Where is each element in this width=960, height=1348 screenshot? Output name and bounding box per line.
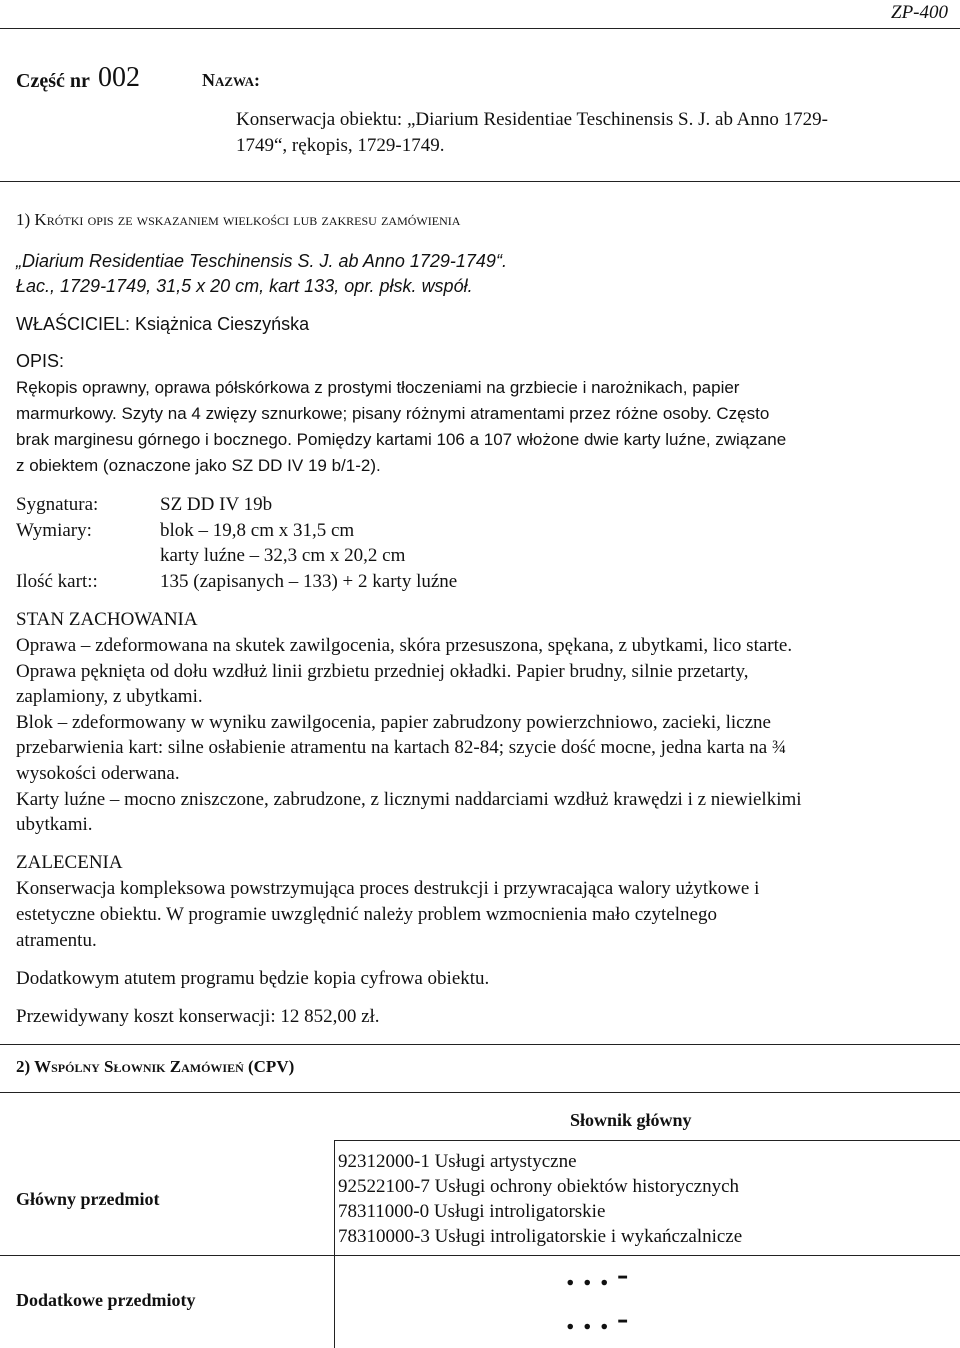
cpv-item-1: 92312000-1 Usługi artystyczne bbox=[338, 1151, 577, 1172]
zalecenia-line-1: Konserwacja kompleksowa powstrzymująca proces destrukcji i przywracająca walory użytkowe i bbox=[16, 878, 760, 899]
stan-line-2: Oprawa pęknięta od dołu wzdłuż linii grzbietu przedniej okładki. Papier brudny, silnie przetarty, bbox=[16, 661, 749, 682]
stan-line-8: ubytkami. bbox=[16, 814, 93, 835]
rule-4 bbox=[334, 1140, 960, 1141]
zalecenia-line-2: estetyczne obiektu. W programie uwzględnić należy problem wzmocnienia mało czytelnego bbox=[16, 904, 717, 925]
top-rule bbox=[0, 28, 960, 29]
opis-line-1: Rękopis oprawny, oprawa półskórkowa z prostymi tłoczeniami na grzbiecie i narożnikach, papier bbox=[16, 378, 740, 397]
stan-line-6: wysokości oderwana. bbox=[16, 763, 180, 784]
stan-line-7: Karty luźne – mocno zniszczone, zabrudzone, z licznymi naddarciami wzdłuż krawędzi i z niewielkimi bbox=[16, 789, 802, 810]
section1-heading: 1) Krótki opis ze wskazaniem wielkości lub zakresu zamówienia bbox=[16, 210, 461, 229]
name-line-1: Konserwacja obiektu: „Diarium Residentiae Teschinensis S. J. ab Anno 1729- bbox=[236, 109, 828, 130]
stan-line-3: zaplamiony, z ubytkami. bbox=[16, 686, 203, 707]
stan-line-4: Blok – zdeformowany w wyniku zawilgocenia, papier zabrudzony powierzchniowo, zacieki, liczne bbox=[16, 712, 771, 733]
rule-2 bbox=[0, 1044, 960, 1045]
detail-value-dimensions: blok – 19,8 cm x 31,5 cm bbox=[160, 520, 355, 541]
detail-label-dimensions: Wymiary: bbox=[16, 520, 92, 541]
owner: WŁAŚCICIEL: Książnica Cieszyńska bbox=[16, 314, 310, 334]
detail-value-loose-sheets: karty luźne – 32,3 cm x 20,2 cm bbox=[160, 545, 406, 566]
cpv-item-2: 92522100-7 Usługi ochrony obiektów historycznych bbox=[338, 1176, 740, 1197]
dictionary-header: Słownik główny bbox=[570, 1110, 692, 1130]
name-label: Nazwa: bbox=[202, 70, 260, 90]
extra-note: Dodatkowym atutem programu będzie kopia cyfrowa obiektu. bbox=[16, 968, 490, 989]
cpv-item-4: 78310000-3 Usługi introligatorskie i wykańczalnicze bbox=[338, 1226, 743, 1247]
zalecenia-line-3: atramentu. bbox=[16, 930, 97, 951]
rule-3 bbox=[0, 1092, 960, 1093]
opis-label: OPIS: bbox=[16, 351, 65, 371]
detail-label-sheets: Ilość kart:: bbox=[16, 571, 98, 592]
form-code: ZP-400 bbox=[891, 2, 948, 23]
opis-line-2: marmurkowy. Szyty na 4 zwięzy sznurkowe; pisany różnymi atramentami przez różne osoby. Często bbox=[16, 404, 770, 423]
main-subject-label: Główny przedmiot bbox=[16, 1189, 160, 1209]
rule-5 bbox=[0, 1255, 960, 1256]
estimated-cost: Przewidywany koszt konserwacji: 12 852,00 zł. bbox=[16, 1006, 380, 1027]
stan-label: STAN ZACHOWANIA bbox=[16, 609, 198, 630]
detail-value-signature: SZ DD IV 19b bbox=[160, 494, 273, 515]
part-label: Część nr bbox=[16, 70, 90, 92]
rule-1 bbox=[0, 181, 960, 182]
part-number: 002 bbox=[98, 62, 140, 93]
detail-value-sheets: 135 (zapisanych – 133) + 2 karty luźne bbox=[160, 571, 458, 592]
additional-item-2: . . . - bbox=[566, 1300, 629, 1337]
name-line-2: 1749“, rękopis, 1729-1749. bbox=[236, 135, 445, 156]
object-title-line-1: „Diarium Residentiae Teschinensis S. J. ab Anno 1729-1749“. bbox=[16, 251, 507, 271]
opis-line-4: z obiektem (oznaczone jako SZ DD IV 19 b/1-2). bbox=[16, 456, 381, 475]
stan-line-1: Oprawa – zdeformowana na skutek zawilgocenia, skóra przesuszona, spękana, z ubytkami, lico starte. bbox=[16, 635, 793, 656]
detail-label-signature: Sygnatura: bbox=[16, 494, 99, 515]
column-divider bbox=[334, 1140, 335, 1348]
opis-line-3: brak marginesu górnego i bocznego. Pomiędzy kartami 106 a 107 włożone dwie karty luźne, związane bbox=[16, 430, 787, 449]
object-title-line-2: Łac., 1729-1749, 31,5 x 20 cm, kart 133, opr. płsk. współ. bbox=[16, 276, 473, 296]
cpv-item-3: 78311000-0 Usługi introligatorskie bbox=[338, 1201, 606, 1222]
additional-subjects-label: Dodatkowe przedmioty bbox=[16, 1290, 196, 1310]
additional-item-1: . . . - bbox=[566, 1256, 629, 1293]
section2-heading: 2) Wspólny Słownik Zamówień (CPV) bbox=[16, 1057, 295, 1076]
stan-line-5: przebarwienia kart: silne osłabienie atramentu na kartach 82-84; szycie dość mocne, jedna karta na ¾ bbox=[16, 737, 787, 758]
zalecenia-label: ZALECENIA bbox=[16, 852, 123, 873]
